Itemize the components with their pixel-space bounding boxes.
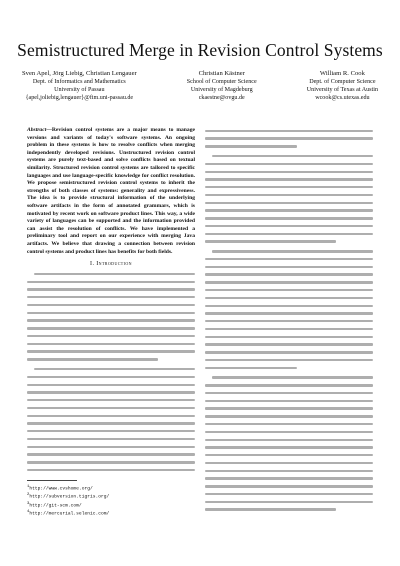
footnote-link[interactable]: $^4$http://mercurial.selenic.com/	[27, 510, 110, 517]
footnote-link[interactable]: $^3$http://git-scm.com/	[27, 501, 82, 509]
abstract-lead: Abstract	[27, 127, 47, 133]
footnote-link[interactable]: $^1$http://www.cvshome.org/	[27, 484, 93, 492]
author-affiliation: Dept. of Informatics and Mathematics	[32, 79, 126, 85]
right-column	[205, 127, 373, 514]
author-email: {apel,joliebig,lengauer}@fim.uni-passau.de	[25, 95, 134, 101]
footnotes	[27, 484, 195, 518]
left-column	[27, 127, 195, 518]
author-institution: University of Texas at Austin	[306, 87, 378, 93]
author-names: Sven Apel, Jörg Liebig, Christian Lengauer	[22, 70, 137, 77]
author-email: ckaestne@ovgu.de	[198, 95, 245, 101]
section-number: I.	[90, 261, 95, 268]
author-names: Christian Kästner	[198, 70, 245, 77]
author-affiliation: School of Computer Science	[186, 79, 257, 85]
section-title: Introduction	[96, 261, 132, 268]
body-text-placeholder	[205, 127, 373, 514]
author-list	[22, 70, 378, 102]
author-names: William R. Cook	[319, 70, 365, 77]
footnote-rule	[27, 480, 77, 481]
author-block-passau	[22, 70, 137, 102]
abstract-text: —Revision control systems are a major means to manage versions and variants of today's software systems. An ongoing problem in these systems is how to resolve conflicts when merging independently developed revisions. Unstructured revision control systems are purely text-based and solve conflicts based on textual similarity. Structured revision control systems are tailored to specific languages and use language-specific knowledge for conflict resolution. We propose semistructured revision control systems to inherit the strengths of both classes of systems: generality and expressiveness. The idea is to provide structural information of the underlying software artifacts in the form of annotated grammars, which is motivated by recent work on software product lines. This way, a wide variety of languages can be supported and the information provided can assist the resolution of conflicts. We have implemented a preliminary tool and report on our experience with merging Java artifacts. We believe that drawing a connection between revision control systems and product lines has benefits for both fields.	[27, 127, 195, 255]
author-institution: University of Passau	[54, 87, 105, 93]
author-block-magdeburg	[187, 70, 257, 102]
paper-title: Semistructured Merge in Revision Control Systems	[17, 40, 383, 60]
body-text-placeholder	[27, 270, 195, 474]
author-block-austin	[307, 70, 378, 102]
footnote-link[interactable]: $^2$http://subversion.tigris.org/	[27, 493, 110, 500]
section-heading	[27, 261, 195, 267]
author-email: wcook@cs.utexas.edu	[315, 95, 370, 101]
abstract	[27, 127, 195, 256]
author-institution: University of Magdeburg	[190, 87, 253, 93]
author-affiliation: Dept. of Computer Science	[309, 79, 376, 85]
